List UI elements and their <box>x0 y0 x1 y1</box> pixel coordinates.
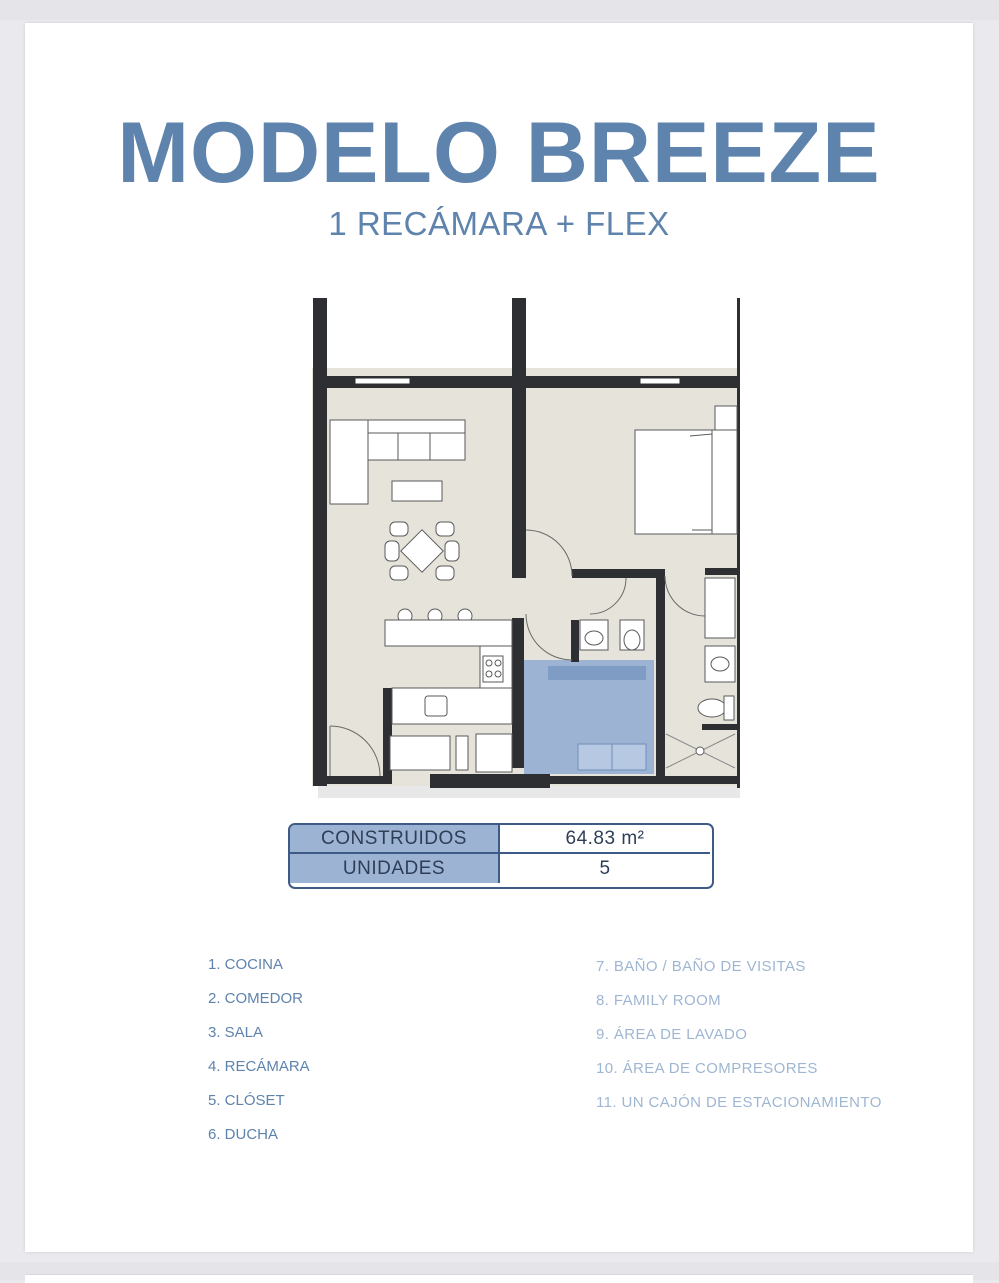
plan-dining-table <box>385 522 459 580</box>
flex-desk <box>548 666 646 680</box>
legend-item: 5. CLÓSET <box>208 1092 285 1109</box>
next-page-edge <box>25 1274 973 1283</box>
stats-table <box>288 823 714 889</box>
bottom-background-strip <box>0 1262 999 1280</box>
legend-item: 11. UN CAJÓN DE ESTACIONAMIENTO <box>596 1094 882 1111</box>
built-label: CONSTRUIDOS <box>290 825 500 854</box>
legend-item: 2. COMEDOR <box>208 990 304 1007</box>
legend-item: 4. RECÁMARA <box>208 1058 310 1075</box>
units-label: UNIDADES <box>290 854 500 883</box>
legend-right <box>596 958 882 1128</box>
legend-left <box>208 956 310 1160</box>
page-title: MODELO BREEZE <box>117 105 881 201</box>
legend-item: 9. ÁREA DE LAVADO <box>596 1026 748 1043</box>
legend-item: 7. BAÑO / BAÑO DE VISITAS <box>596 958 806 975</box>
page-subtitle: 1 RECÁMARA + FLEX <box>328 205 670 242</box>
legend-item: 1. COCINA <box>208 956 284 973</box>
legend-item: 6. DUCHA <box>208 1126 279 1143</box>
built-value: 64.83 m² <box>500 825 710 854</box>
brochure-page <box>25 23 973 1252</box>
legend-item: 10. ÁREA DE COMPRESORES <box>596 1060 818 1077</box>
top-background-strip <box>0 0 999 20</box>
legend-item: 8. FAMILY ROOM <box>596 992 722 1009</box>
floor-plan <box>280 268 740 803</box>
plan-kitchen <box>385 609 512 772</box>
legend-item: 3. SALA <box>208 1024 264 1041</box>
units-value: 5 <box>599 857 611 879</box>
